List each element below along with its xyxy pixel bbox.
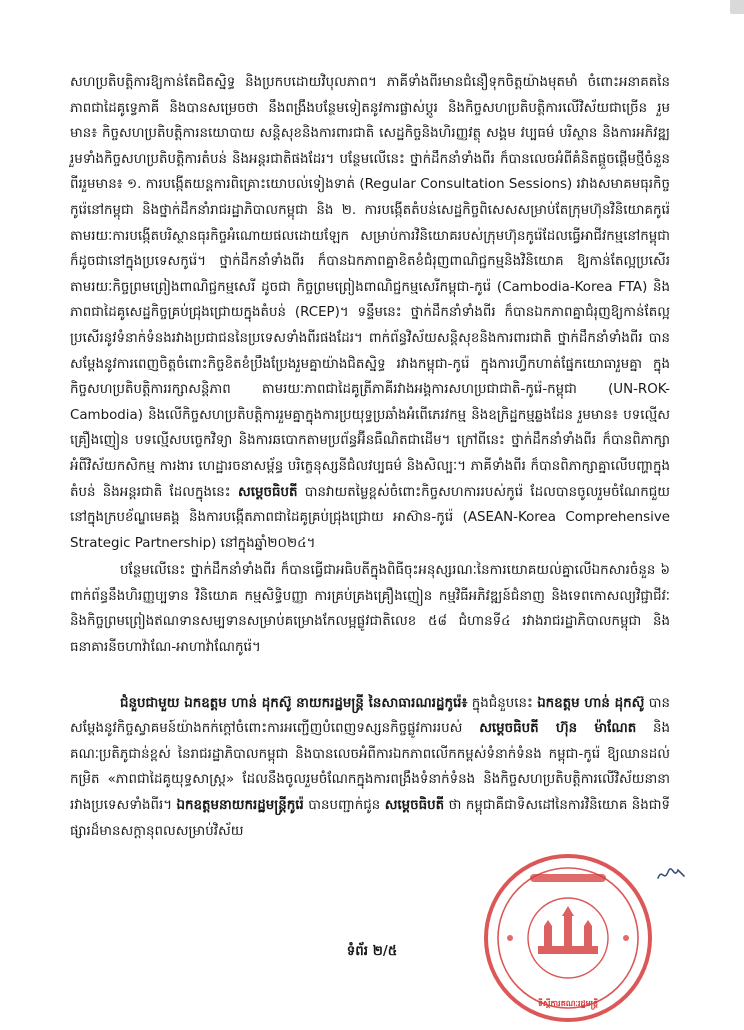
korean-pm-name: ឯកឧត្តម ហាន់ ដុកស៊ូ: [537, 695, 645, 711]
official-seal: [480, 850, 656, 1026]
page-corner: [730, 0, 744, 14]
paragraph-mou-signing: [70, 558, 670, 660]
paragraph-text: បានបញ្ជាក់ជូន: [308, 798, 381, 814]
paragraph-text: និងគណៈប្រតិភូជាន់ខ្ពស់ នៃរាជរដ្ឋាភិបាលកម្ពុជា និងបានលេចអំពីការឯកភាពលើកកម្ពស់ទំនាក់ទំនង កម្ពុជា-កូរ៉េ ឱ្យឈានដល់កម្រិត «ភាពជាដៃគូយុទ្ធសាស្ត្រ» ដែលនឹងចូលរួមចំណែកក្នុងការពង្រឹងទំនាក់ទំនង និងកិច្ចសហប្រតិបត្តិការលើវិស័យនានារវាងប្រទេសទាំងពីរ។: [70, 721, 671, 814]
samdech-title: សម្តេចធិបតី: [237, 484, 298, 500]
korean-pm-title: ឯកឧត្តមនាយករដ្ឋមន្ត្រីកូរ៉េ: [176, 798, 304, 814]
samdech-title-2: សម្តេចធិបតី: [384, 798, 445, 814]
paragraph-text: ក្នុងជំនួបនេះ: [471, 695, 533, 711]
paragraph-text: ថា កម្ពុជាគឺជាទិសដៅនៃការវិនិយោគ និងជាទីផ្សារដ៏មានសក្តានុពលសម្រាប់វិស័យ: [70, 798, 671, 839]
paragraph-text: បន្ថែមលើនេះ ថ្នាក់ដឹកនាំទាំងពីរ ក៏បានធ្វើជាអធិបតីក្នុងពិធីចុះអនុស្សរណៈនៃការយោគយល់គ្នាលើឯកសារចំនួន ៦ ពាក់ព័ន្ធនឹងហិរញ្ញប្បទាន វិនិយោគ កម្មសិទ្ធិបញ្ញា ការគ្រប់គ្រងគ្រឿងញៀន កម្មវិធីអភិវឌ្ឍន៍ជំនាញ និងទេពកោសល្យវិជ្ជាជីវៈ និងកិច្ចព្រមព្រៀងឥណទានសម្បទានសម្រាប់គម្រោងកែលម្អផ្លូវជាតិលេខ ៥៨ ជំហានទី៤ រវាងរាជរដ្ឋាភិបាលកម្ពុជា និងធនាគារនីចហាវ៉ាណែ-អាហាវ៉ាណែកូរ៉េ។: [70, 563, 670, 656]
page-number: ទំព័រ ២/៥: [346, 944, 398, 959]
signature-mark: [656, 866, 686, 884]
paragraph-bilateral-cooperation: [70, 70, 670, 556]
meeting-heading: ជំនួបជាមួយ ឯកឧត្តម ហាន់ ដុកស៊ូ នាយករដ្ឋមន្ត្រី នៃសាធារណរដ្ឋកូរ៉េ៖: [120, 695, 468, 711]
paragraph-text: សហប្រតិបត្តិការឱ្យកាន់តែជិតស្និទ្ធ និងប្រកបដោយវិបុលភាព។ ភាគីទាំងពីរមានជំនឿទុកចិត្តយ៉ាងមុតមាំ ចំពោះអនាគតនៃភាពជាដៃគូទ្វេភាគី និងបានសម្រេចថា នឹងពង្រឹងបន្ថែមទៀតនូវការផ្លាស់ប្តូរ និងកិច្ចសហប្រតិបត្តិការលើវិស័យជាច្រើន រួមមាន៖ កិច្ចសហប្រតិបត្តិការនយោបាយ សន្តិសុខនិងការពារជាតិ សេដ្ឋកិច្ចនិងហិរញ្ញវត្ថុ សង្គម វប្បធម៌ បរិស្ថាន និងការអភិវឌ្ឍ រួមទាំងកិច្ចសហប្រតិបត្តិការតំបន់ និងអន្តរជាតិផងដែរ។ បន្ថែមលើនេះ ថ្នាក់ដឹកនាំទាំងពីរ ក៏បានលេចអំពីគំនិតផ្តួចផ្តើមថ្មីចំនួនពីររួមមាន៖ ១. ការបង្កើតយន្តការពិគ្រោះយោបល់ទៀងទាត់ (Regular Consultation Sessions) រវាងសមាគមធុរកិច្ចកូរ៉េនៅកម្ពុជា និងថ្នាក់ដឹកនាំរាជរដ្ឋាភិបាលកម្ពុជា និង ២. ការបង្កើតតំបន់សេដ្ឋកិច្ចពិសេសសម្រាប់តែក្រុមហ៊ុនវិនិយោគកូរ៉េ តាមរយៈការបង្កើតបរិស្ថានធុរកិច្ចអំណោយផលដោយឡែក សម្រាប់ការវិនិយោគរបស់ក្រុមហ៊ុនកូរ៉េដែលធ្វើអាជីវកម្មនៅកម្ពុជា ក៏ដូចជានៅក្នុងប្រទេសកូរ៉េ។ ថ្នាក់ដឹកនាំទាំងពីរ ក៏បានឯកភាពគ្នាខិតខំជំរុញពាណិជ្ជកម្មនិងវិនិយោគ ឱ្យកាន់តែល្អប្រសើរតាមរយៈកិច្ចព្រមព្រៀងពាណិជ្ជកម្មសេរី ដូចជា កិច្ចព្រមព្រៀងពាណិជ្ជកម្មសេរីកម្ពុជា-កូរ៉េ (Cambodia-Korea FTA) និងភាពជាដៃគូសេដ្ឋកិច្ចគ្រប់ជ្រុងជ្រោយក្នុងតំបន់ (RCEP)។ ទន្ទឹមនេះ ថ្នាក់ដឹកនាំទាំងពីរ ក៏បានឯកភាពគ្នាជំរុញឱ្យកាន់តែល្អប្រសើរនូវទំនាក់ទំនងរវាងប្រជាជននៃប្រទេសទាំងពីរផងដែរ។ ពាក់ព័ន្ធវិស័យសន្តិសុខនិងការពារជាតិ ថ្នាក់ដឹកនាំទាំងពីរ បានសម្តែងនូវការពេញចិត្តចំពោះកិច្ចខិតខំប្រឹងប្រែងរួមគ្នាយ៉ាងជិតស្និទ្ធ រវាងកម្ពុជា-កូរ៉េ ក្នុងការហ្វឹកហាត់ផ្នែកយោធារួមគ្នា ក្នុងកិច្ចសហប្រតិបត្តិការរក្សាសន្តិភាព តាមរយៈភាពជាដៃគូត្រីភាគីរវាងអង្គការសហប្រជាជាតិ-កូរ៉េ-កម្ពុជា (UN-ROK-Cambodia) និងលើកិច្ចសហប្រតិបត្តិការរួមគ្នាក្នុងការប្រយុទ្ធប្រឆាំងអំពើភេរវកម្ម និងឧក្រិដ្ឋកម្មឆ្លងដែន រួមមាន៖ បទល្មើសគ្រឿងញៀន បទល្មើសបច្ចេកវិទ្យា និងការឆបោកតាមប្រព័ន្ធអ៊ីនធឺណិតជាដើម។ ក្រៅពីនេះ ថ្នាក់ដឹកនាំទាំងពីរ ក៏បានពិភាក្សាអំពីវិស័យកសិកម្ម ការងារ ហេដ្ឋារចនាសម្ព័ន្ធ បរិក្ខេនុស្សនីជំលវប្បធម៌ និងសិល្បៈ។ ភាគីទាំងពីរ ក៏បានពិភាក្សាគ្នាលើបញ្ហាក្នុងតំបន់ និងអន្តរជាតិ ដែលក្នុងនេះ: [70, 75, 670, 500]
paragraph-text: បានសម្តែងនូវកិច្ចស្វាគមន៍យ៉ាងកក់ក្តៅចំពោះការអញ្ជើញបំពេញទស្សនកិច្ចផ្លូវការរបស់: [70, 695, 670, 737]
samdech-name: សម្តេចធិបតី ហ៊ុន ម៉ាណែត: [479, 721, 637, 737]
paragraph-text-end: បានវាយតម្លៃខ្ពស់ចំពោះកិច្ចសហការរបស់កូរ៉េ ដែលបានចូលរួមចំណែកជួយនៅក្នុងក្របខ័ណ្ឌមេគង្គ និងការបង្កើតភាពជាដៃគូគ្រប់ជ្រុងជ្រោយ អាស៊ាន-កូរ៉េ (ASEAN-Korea Comprehensive Strategic Partnership) នៅក្នុងឆ្នាំ២០២៤។: [70, 484, 670, 551]
paragraph-pm-meeting: [70, 691, 670, 845]
document-body: [70, 70, 670, 844]
seal-text: ទីស្តីការគណៈរដ្ឋមន្ត្រី: [537, 999, 599, 1008]
